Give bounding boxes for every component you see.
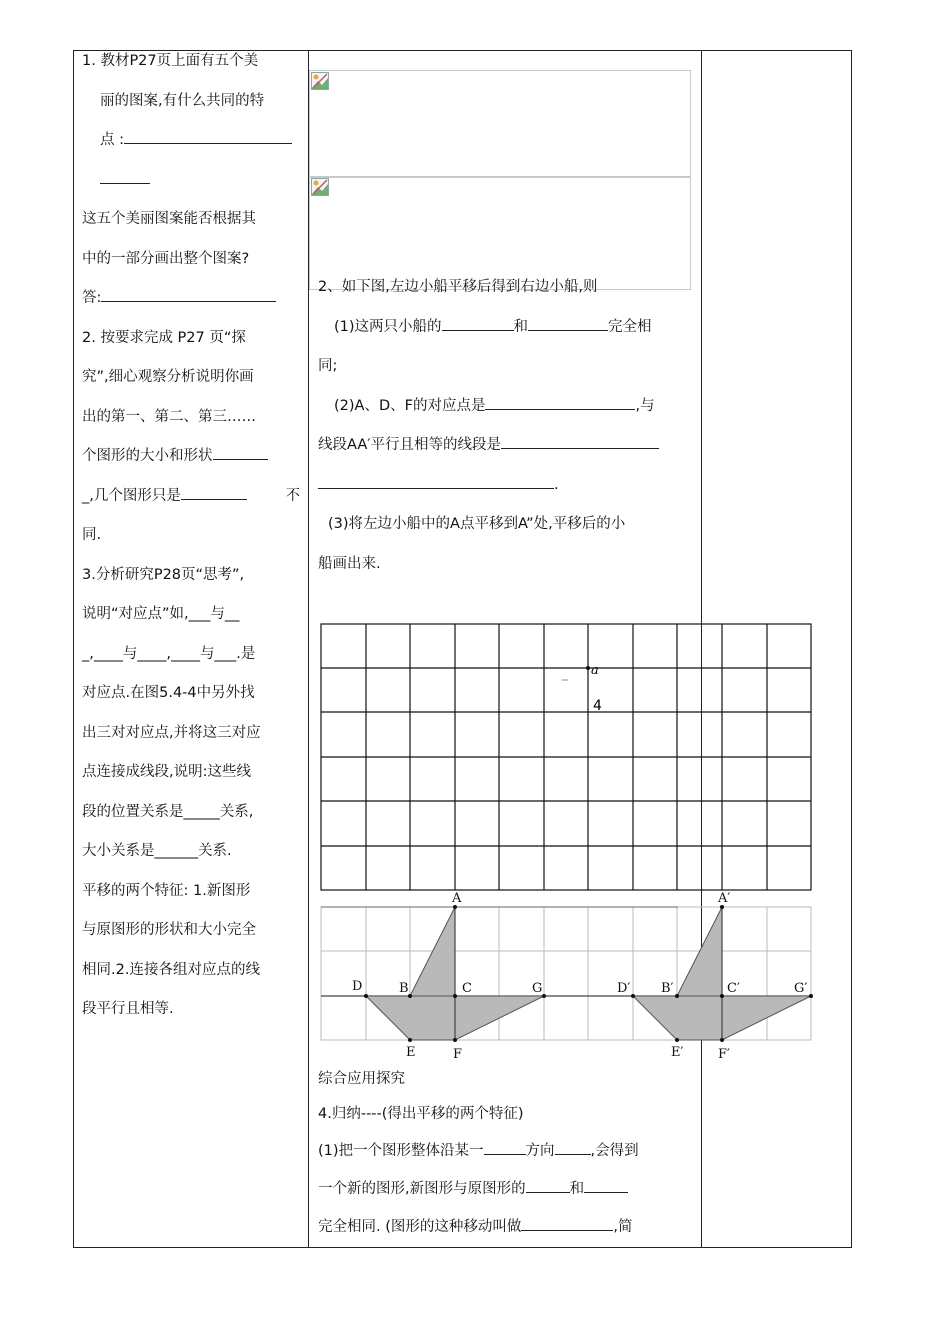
q2-line3: 出的第一、第二、第三…… — [82, 408, 256, 425]
label-f-prime: F′ — [718, 1047, 730, 1058]
right-vertex-b — [675, 994, 679, 998]
s4-line3: 一个新的图形,新图形与原图形的 和 — [318, 1170, 694, 1208]
left-column — [82, 42, 300, 1030]
label-d: D — [352, 979, 363, 994]
left-boat — [364, 905, 546, 1042]
q3-line8: 大小关系是______关系. — [82, 843, 232, 859]
right-vertex-c — [720, 994, 724, 998]
q3-line5: 出三对对应点,并将这三对应 — [82, 724, 261, 741]
q2-line5: _,几个图形只是 不 — [82, 477, 300, 517]
q3-line1: 3.分析研究P28页“思考”, — [82, 566, 245, 583]
s2-part3-line1: (3)将左边小船中的A点平移到A”处,平移后的小 — [328, 516, 626, 532]
q2-line6: 同. — [82, 527, 102, 543]
label-d-prime: D′ — [617, 981, 631, 996]
point-a-dot — [586, 666, 590, 670]
label-e-prime: E′ — [671, 1045, 684, 1058]
point-a-label: a — [591, 663, 599, 678]
right-vertex-g — [809, 994, 813, 998]
s2-part2-line1: (2)A、D、F的对应点是 ,与 — [318, 387, 694, 427]
q2-line4: 个图形的大小和形状 — [82, 437, 300, 477]
label-a: A — [452, 891, 462, 906]
s4-line1: 4.归纳----(得出平移的两个特征) — [318, 1106, 524, 1122]
label-a-prime: A′ — [718, 891, 731, 906]
features-line3: 相同.2.连接各组对应点的线 — [82, 961, 260, 978]
left-vertex-g — [542, 994, 546, 998]
features-line4: 段平行且相等. — [82, 1001, 174, 1017]
q1-line1: 1. 教材P27页上面有五个美 — [82, 53, 259, 69]
label-b-prime: B′ — [661, 981, 674, 996]
s4-line2: (1)把一个图形整体沿某一 方向 ,会得到 — [318, 1132, 694, 1170]
label-e: E — [406, 1045, 416, 1058]
middle-column-bottom — [318, 1062, 694, 1246]
q1-line2: 丽的图案,有什么共同的特 — [100, 92, 265, 109]
s2-part2-line3: . — [318, 466, 694, 506]
q1-line4 — [82, 161, 300, 201]
q3-line7: 段的位置关系是_____关系, — [82, 803, 254, 820]
q2-line2: 究”,细心观察分析说明你画 — [82, 369, 254, 385]
translation-grid-figure — [318, 618, 816, 1058]
q3-line4: 对应点.在图5.4-4中另外找 — [82, 685, 255, 701]
q3-line2: 说明“对应点”如,___与__ — [82, 606, 240, 622]
label-b: B — [399, 981, 409, 996]
left-vertex-d — [364, 994, 368, 998]
q2-line1: 2. 按要求完成 P27 页“探 — [82, 329, 246, 346]
image-placeholder-1 — [309, 70, 691, 178]
broken-image-icon — [311, 72, 329, 90]
left-vertex-c — [453, 994, 457, 998]
label-g-prime: G′ — [794, 981, 808, 996]
left-vertex-b — [408, 994, 412, 998]
label-c-prime: C′ — [727, 981, 740, 996]
point-4-label: 4 — [593, 698, 602, 714]
s2-part3-line2: 船画出来. — [318, 555, 381, 572]
left-vertex-f — [453, 1038, 457, 1042]
q1-line6: 中的一部分画出整个图案? — [82, 250, 250, 267]
q1-answer-line: 答: — [82, 279, 300, 319]
s4-line4: 完全相同. (图形的这种移动叫做 ,简 — [318, 1208, 694, 1246]
q3-line3: _,____与____,____与___.是 — [82, 645, 256, 662]
middle-column-top — [318, 268, 694, 584]
s2-part1-line2: 同; — [318, 358, 338, 374]
upper-grid — [321, 624, 811, 890]
label-g: G — [532, 981, 543, 996]
right-vertex-d — [631, 994, 635, 998]
label-c: C — [462, 981, 472, 996]
left-vertex-e — [408, 1038, 412, 1042]
features-line2: 与原图形的形状和大小完全 — [82, 922, 256, 938]
right-vertex-f — [720, 1038, 724, 1042]
s4-title: 综合应用探究 — [318, 1071, 405, 1087]
right-vertex-e — [675, 1038, 679, 1042]
s2-line1: 2、如下图,左边小船平移后得到右边小船,则 — [318, 279, 598, 295]
right-boat — [631, 905, 813, 1042]
broken-image-icon — [311, 178, 329, 196]
q1-line5: 这五个美丽图案能否根据其 — [82, 211, 256, 227]
s2-part2-line2: 线段AA′平行且相等的线段是 — [318, 426, 694, 466]
label-f: F — [453, 1047, 463, 1058]
q3-line6: 点连接成线段,说明:这些线 — [82, 764, 251, 780]
s2-part1-line1: (1)这两只小船的 和 完全相 — [318, 308, 694, 348]
features-line1: 平移的两个特征: 1.新图形 — [82, 882, 251, 899]
q1-line3: 点 : — [82, 121, 300, 161]
